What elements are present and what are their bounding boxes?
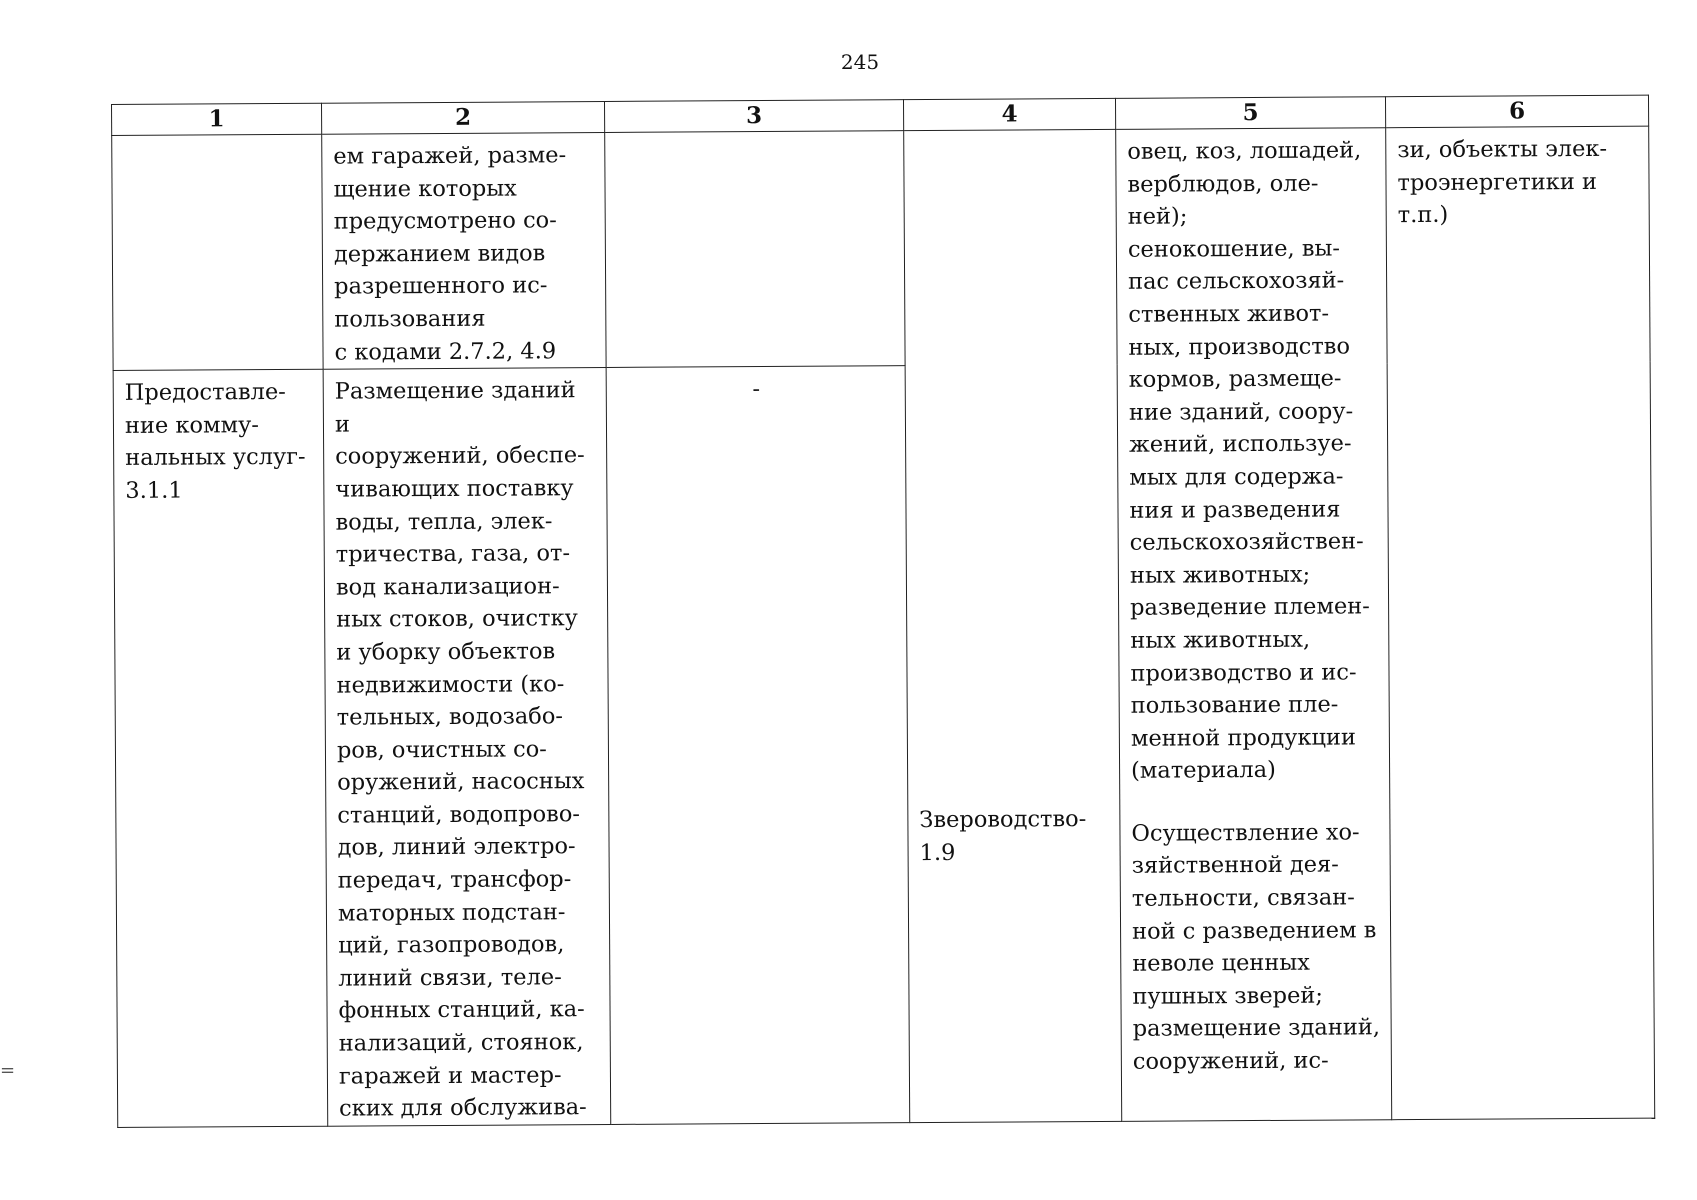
col4-merged-cell — [904, 129, 1122, 1122]
row2-col3-cell: - — [606, 366, 910, 1124]
col5-part2-text: Осуществление хо- зяйственной дея- тельности, связан- ной с разведением в неволе ценных пушных зверей; размещение зданий, сооружений, ис- — [1131, 819, 1381, 1075]
header-col-1: 1 — [112, 103, 322, 135]
header-col-4: 4 — [903, 98, 1115, 130]
page-number: 245 — [840, 50, 880, 74]
row1-col3-cell — [605, 131, 905, 368]
col5-part1-text: овец, коз, лошадей, верблюдов, оле- ней); сенокошение, вы- пас сельскохозяй- ственных живот- ных, производство кормов, размеще- ние зданий, соору- жений, используе- мых для содержа- ния и разведения сельскохозяйствен- ных животных; разведение племен- ных животных, производство и ис- пользование пле- менной продукции (материала) — [1127, 137, 1370, 785]
row1-col1-cell — [112, 134, 323, 370]
col5-merged-cell — [1116, 128, 1392, 1121]
row2-col1-cell: Предоставле- ние комму- нальных услуг- 3.1.1 — [113, 369, 328, 1127]
header-col-3: 3 — [604, 100, 903, 133]
margin-mark: = — [0, 1060, 16, 1081]
header-col-2: 2 — [321, 101, 604, 134]
row2-col2-cell: Размещение зданий и сооружений, обеспе- чивающих поставку воды, тепла, элек- тричества, газа, от- вод канализацион- ных стоков, очистку и уборку объектов недвижимости (ко- тельных, водозабо- ров, очистных со- оружений, насосных станций, водопрово- дов, линий электро- передач, трансфор- маторных подстан- ций, газопроводов, линий связи, теле- фонных станций, ка- нализаций, стоянок, гаражей и мастер- ских для обслужива- — [323, 368, 611, 1126]
header-col-6: 6 — [1385, 95, 1648, 128]
header-col-5: 5 — [1115, 97, 1385, 130]
row1-col2-cell: ем гаражей, разме- щение которых предусмотрено со- держанием видов разрешенного ис- пользования с кодами 2.7.2, 4.9 — [322, 132, 606, 369]
col6-merged-cell: зи, объекты элек- троэнергетики и т.п.) — [1386, 126, 1655, 1119]
table-row — [112, 126, 1650, 371]
col4-zverovodstvo-text: Звероводство- 1.9 — [919, 806, 1087, 866]
land-use-table — [111, 95, 1655, 1128]
